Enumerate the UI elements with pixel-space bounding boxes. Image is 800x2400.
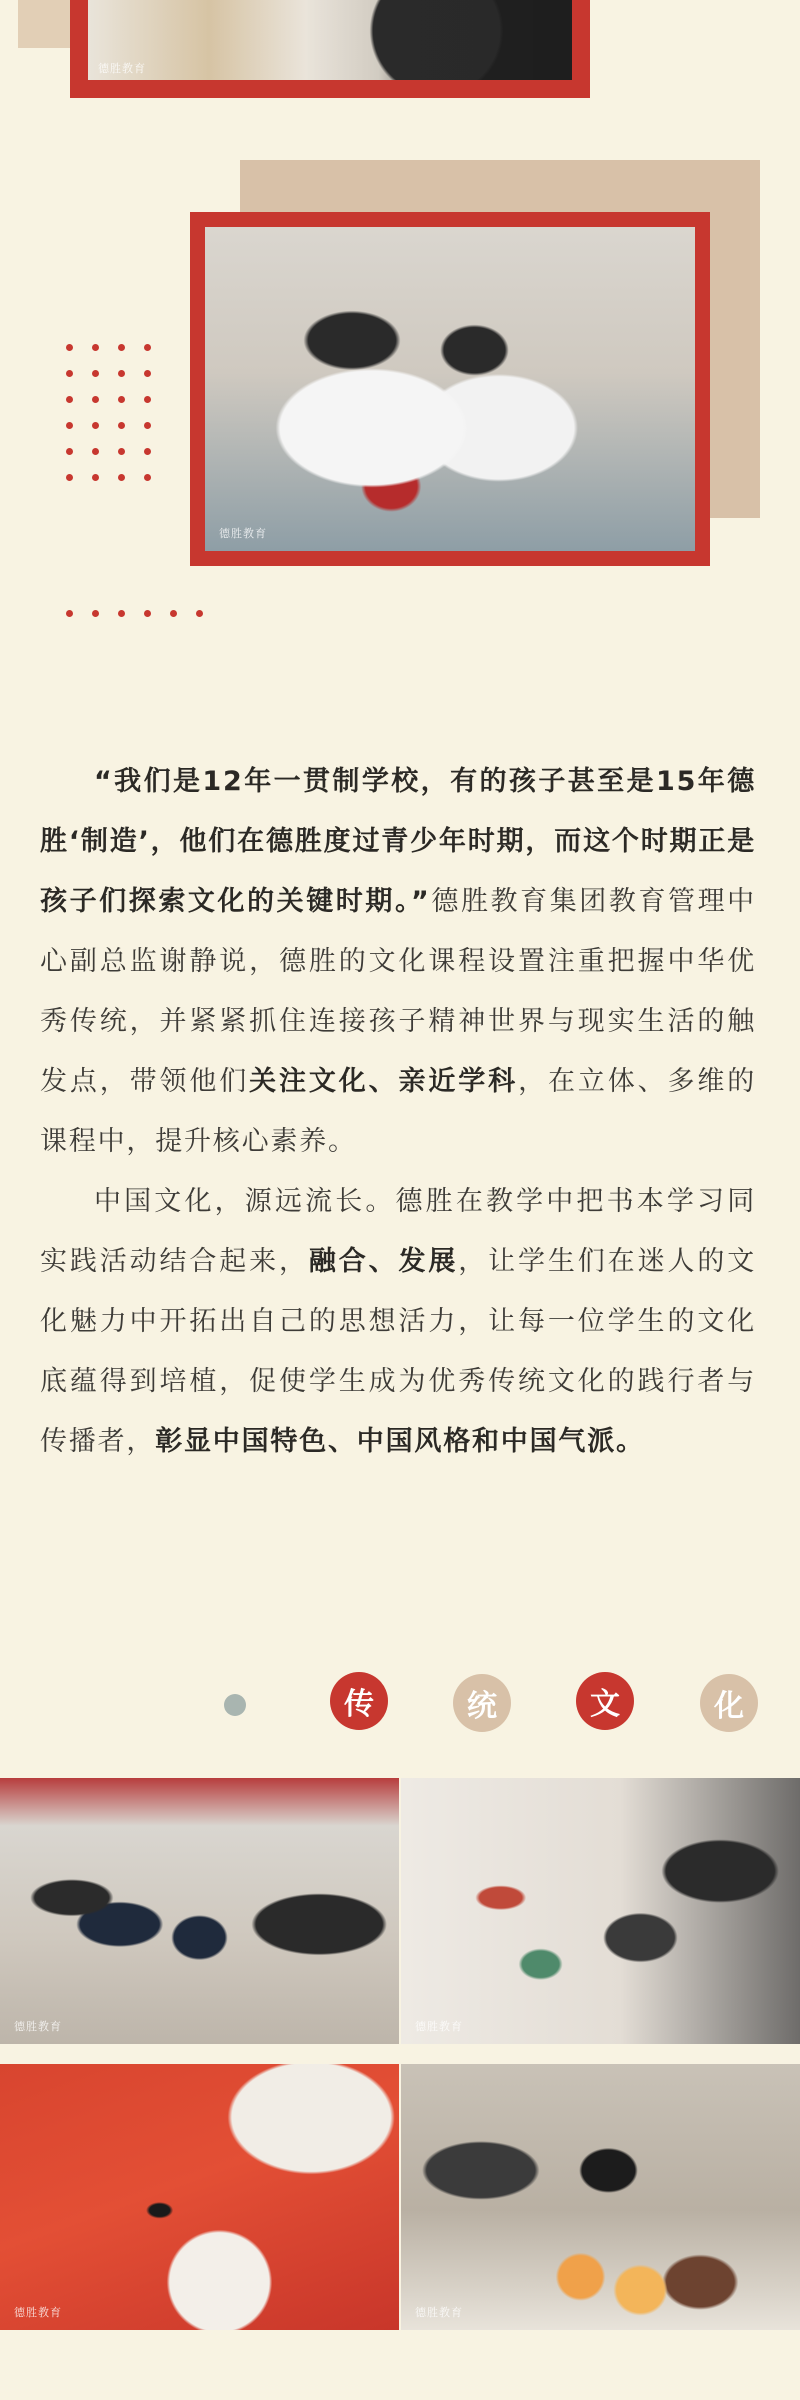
watermark-logo: 德胜教育 [14,2020,62,2033]
decorative-dot [118,370,125,377]
decorative-dot [66,396,73,403]
decorative-dot [144,344,151,351]
emphasis-bold: 融合、发展 [308,1246,459,1277]
decorative-dot [66,344,73,351]
decorative-dot [66,610,73,617]
photo-frame-main [190,212,710,566]
emphasis-bold: 关注文化、亲近学科 [249,1066,519,1097]
decorative-dot [66,448,73,455]
photo-handcraft-activity [88,0,572,80]
decorative-dot [144,610,151,617]
badge-char: 化 [700,1674,758,1732]
decorative-dot [144,474,151,481]
paragraph-text: 中国文化，源远流长。德胜在教学中把书本学习同实践活动结合起来， [40,1186,756,1277]
section-badge-row [220,1670,760,1732]
decorative-dot [66,422,73,429]
photo-calligraphy [0,2064,399,2330]
photo-food-craft-display [401,2064,800,2330]
decorative-dot [118,474,125,481]
photo-wall-exhibition [401,1778,800,2044]
watermark-logo: 德胜教育 [415,2306,463,2319]
decorative-dot [92,474,99,481]
article-body [40,752,756,1472]
decorative-dot [92,448,99,455]
decorative-dot [92,396,99,403]
decorative-dot [196,610,203,617]
decorative-dot [92,610,99,617]
badge-char: 文 [576,1672,634,1730]
decorative-dot [92,370,99,377]
decorative-dot [118,344,125,351]
badge-char: 传 [330,1672,388,1730]
emphasis-bold: 彰显中国特色、中国风格和中国气派。 [155,1426,645,1457]
decorative-dot [144,448,151,455]
decorative-dot [118,422,125,429]
decorative-dot [144,370,151,377]
watermark-logo: 德胜教育 [415,2020,463,2033]
decorative-block [18,0,70,48]
decorative-dot [118,610,125,617]
decorative-dot [144,396,151,403]
decorative-dot [92,422,99,429]
article-paragraph-1 [40,752,756,1172]
photo-students-crafting [205,227,695,551]
badge-char: 统 [453,1674,511,1732]
decorative-dot [92,344,99,351]
decorative-dot [118,396,125,403]
paragraph-text: ，在立体、多维的课程中，提升核心素养。 [40,1066,757,1157]
article-paragraph-2 [40,1172,756,1472]
quote-bold: “我们是12年一贯制学校，有的孩子甚至是15年德胜‘制造’，他们在德胜度过青少年时期，而这个时期正是孩子们探索文化的关键时期。” [40,766,756,917]
decorative-dot [170,610,177,617]
photo-frame-top [70,0,590,98]
paragraph-text: 德胜教育集团教育管理中心副总监谢静说，德胜的文化课程设置注重把握中华优秀传统，并紧紧抓住连接孩子精神世界与现实生活的触发点，带领他们 [40,886,756,1097]
watermark-logo: 德胜教育 [14,2306,62,2319]
photo-students-viewing-art [0,1778,399,2044]
decorative-dot [118,448,125,455]
decorative-dot [224,1694,246,1716]
paragraph-text: ，让学生们在迷人的文化魅力中开拓出自己的思想活力，让每一位学生的文化底蕴得到培植，促使学生成为优秀传统文化的践行者与传播者， [40,1246,756,1457]
watermark-logo: 德胜教育 [219,527,267,540]
decorative-dot-grid [66,344,236,624]
decorative-dot [144,422,151,429]
decorative-dot [66,370,73,377]
watermark-logo: 德胜教育 [98,62,146,75]
decorative-dot [66,474,73,481]
